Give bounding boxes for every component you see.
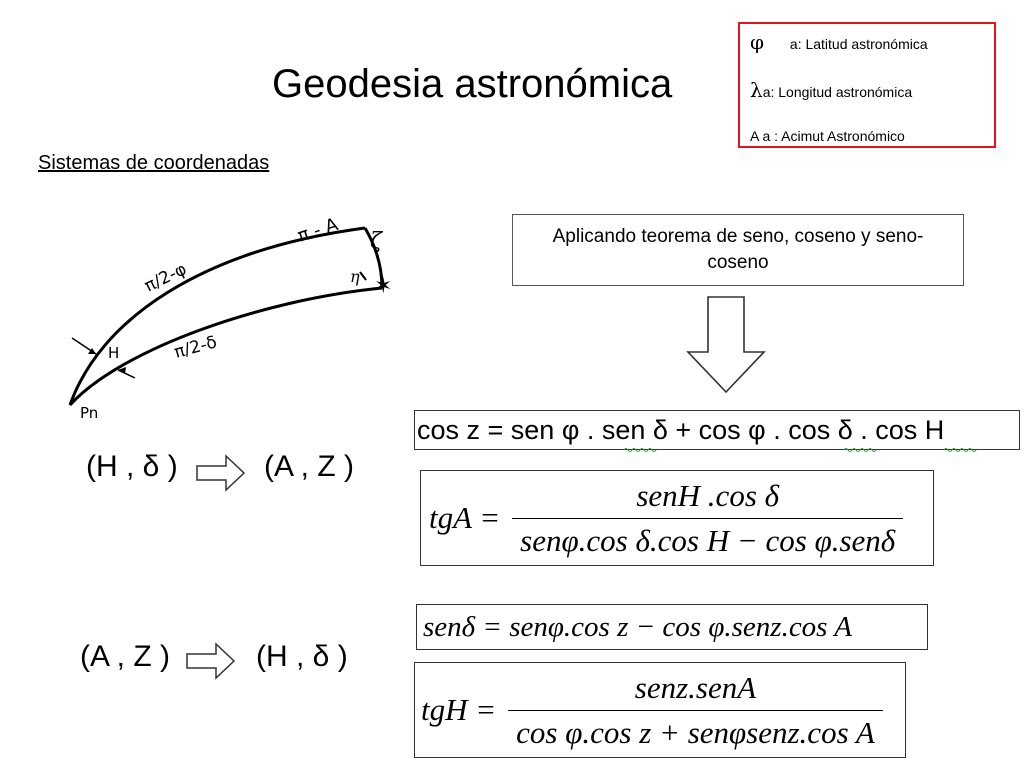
lambda-symbol: λ — [750, 78, 763, 102]
star-icon: ✶ — [374, 274, 393, 299]
right-arrow-icon — [196, 454, 246, 492]
legend-item-longitude — [750, 78, 912, 102]
down-arrow-icon — [686, 296, 766, 394]
equation-cos-z — [414, 410, 1020, 450]
callout-text: Aplicando teorema de seno, coseno y seno-coseno — [552, 226, 924, 273]
right-arrow-icon — [186, 642, 236, 680]
legend-item-latitude — [750, 30, 928, 54]
equation-text: senδ = senφ.cos z − cos φ.senz.cos A — [423, 610, 852, 643]
coord-hour-decl: (H , δ ) — [256, 640, 348, 673]
page-title: Geodesia astronómica — [272, 62, 673, 106]
label-pi2-phi: π/2-φ — [141, 259, 190, 297]
coord-azimuth-zenith: (A , Z ) — [264, 450, 354, 483]
legend-text: a: Latitud astronómica — [789, 36, 928, 52]
spellcheck-underlines — [624, 446, 1004, 454]
equation-sen-delta — [416, 604, 928, 650]
label-pi-minus-a: π - A — [295, 214, 341, 247]
label-zeta: ζ — [370, 229, 382, 254]
phi-symbol: φ — [750, 30, 765, 54]
equation-lhs: tgA = — [429, 500, 501, 535]
equation-text: cos z = sen φ . sen δ + cos φ . cos δ . cos H — [417, 414, 945, 445]
equation-denominator: cos φ.cos z + senφsenz.cos A — [516, 714, 875, 750]
equation-tg-a — [420, 470, 934, 566]
spherical-triangle-diagram — [60, 200, 400, 430]
legend-text: a: Longitud astronómica — [762, 84, 913, 100]
equation-lhs: tgH = — [421, 692, 497, 727]
label-eta: η — [350, 267, 360, 286]
equation-tg-h — [414, 662, 906, 758]
callout-box — [512, 214, 964, 286]
coord-azimuth-zenith: (A , Z ) — [80, 640, 170, 673]
equation-numerator: senz.senA — [634, 669, 757, 705]
legend-text: A a : Acimut Astronómico — [750, 128, 905, 144]
arc-meridian — [70, 228, 365, 405]
label-pn: Pn — [80, 404, 99, 422]
legend-box — [738, 22, 996, 148]
label-h: H — [108, 344, 120, 362]
label-pi2-delta: π/2-δ — [172, 332, 220, 363]
section-subtitle: Sistemas de coordenadas — [38, 152, 270, 174]
equation-numerator: senH .cos δ — [636, 477, 780, 513]
equation-denominator: senφ.cos δ.cos H − cos φ.senδ — [520, 522, 896, 558]
coord-hour-decl: (H , δ ) — [86, 450, 178, 483]
legend-item-azimuth — [750, 128, 905, 144]
